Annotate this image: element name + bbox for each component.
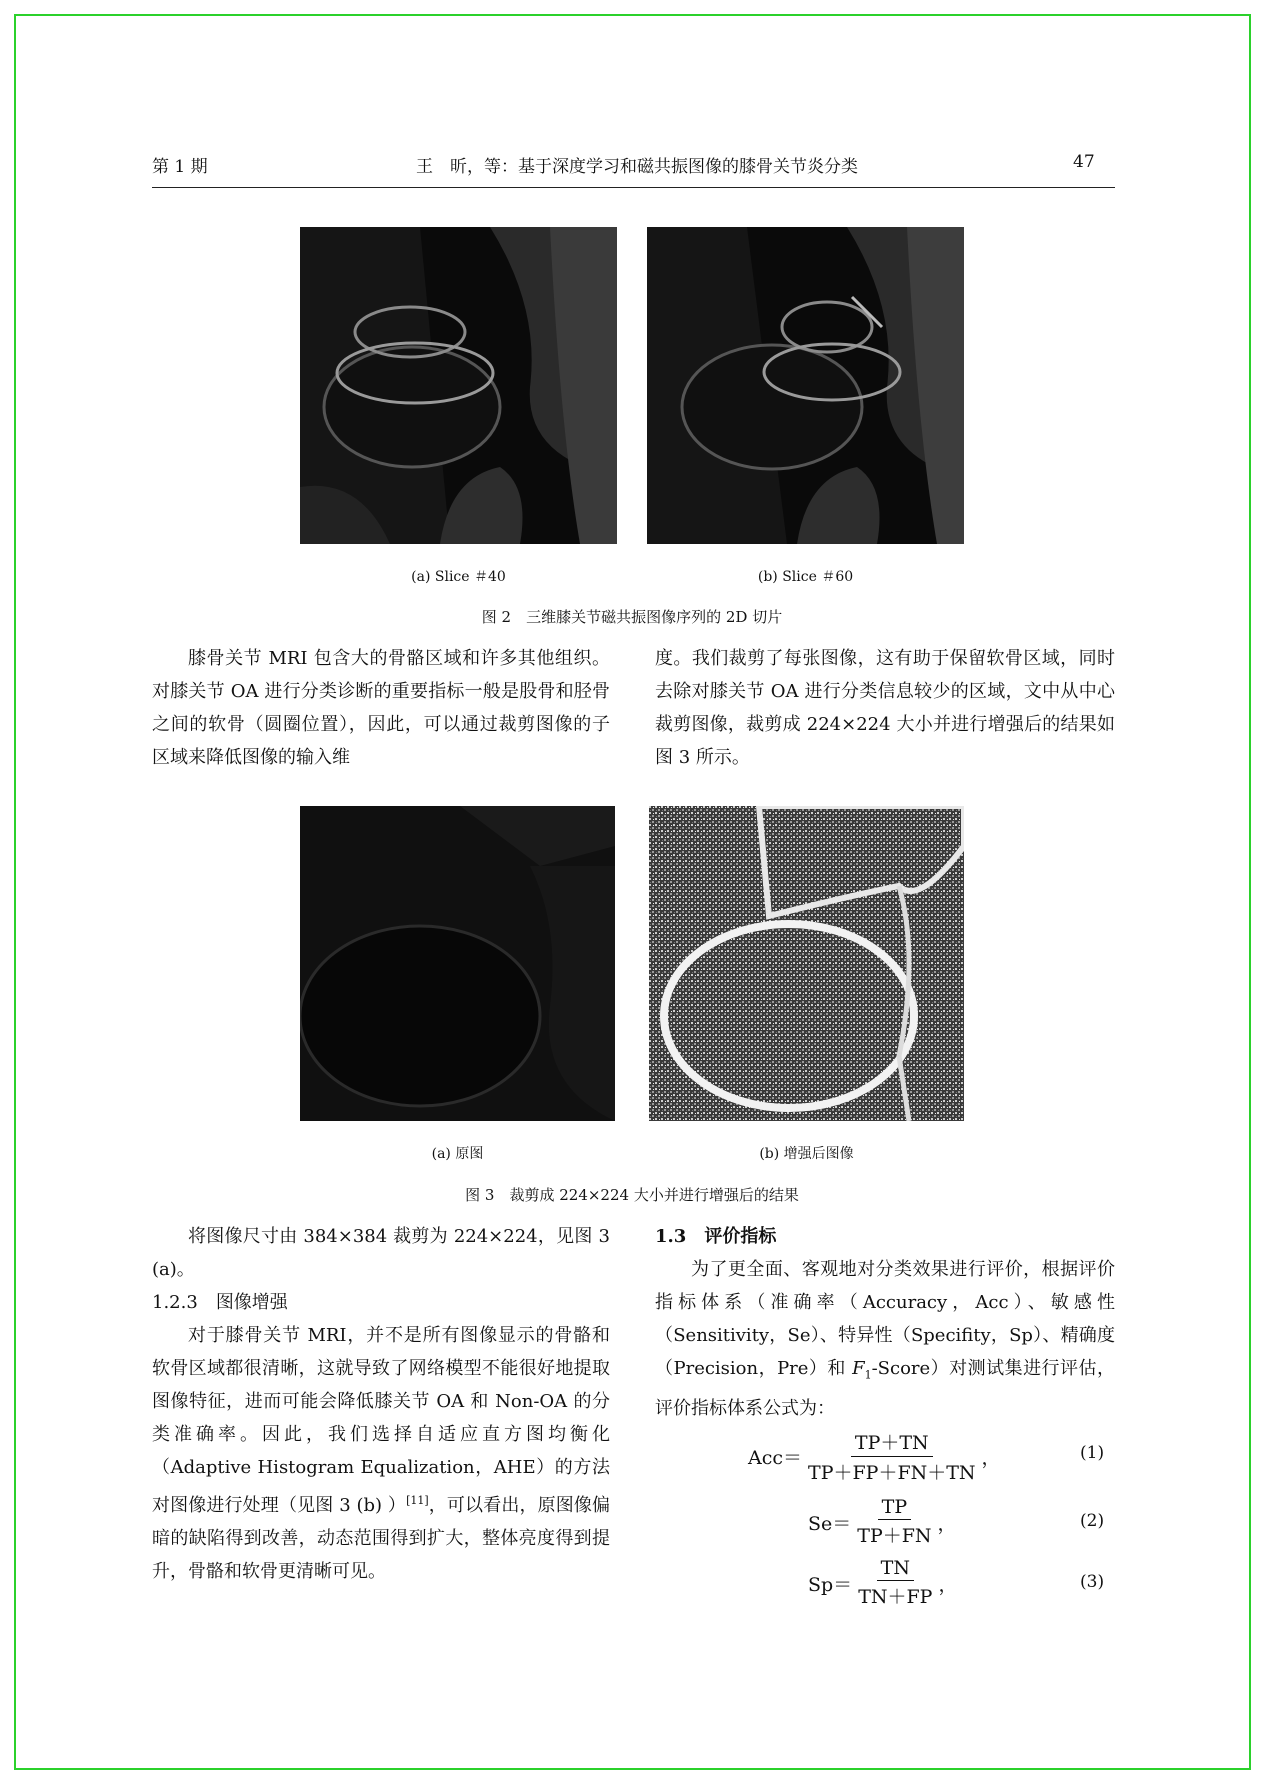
header-title: 王 昕，等：基于深度学习和磁共振图像的膝骨关节炎分类 <box>416 157 858 177</box>
enhancement-text: 对于膝骨关节 MRI，并不是所有图像显示的骨骼和软骨区域都很清晰，这就导致了网络模型不能很好地提取图像特征，进而可能会降低膝关节 OA 和 Non-OA 的分类准确率。因此，我们选择自适应直方图均衡化（Adaptive Histogram Equalization，AHE）的方法对图像进行处理（见图 3 (b) ） <box>152 1325 610 1516</box>
fraction <box>804 1428 980 1485</box>
equation-tail: ， <box>938 1573 958 1596</box>
equation-tail: ， <box>981 1447 1001 1469</box>
equation-tail: ， <box>937 1512 957 1535</box>
equation-number-1: (1) <box>1080 1443 1105 1463</box>
original-cropped-image <box>300 806 615 1121</box>
numerator: TP＋TN <box>851 1428 933 1457</box>
mri-slice-60-image <box>647 227 964 544</box>
denominator: TN＋FP <box>858 1586 933 1608</box>
header-page-number: 47 <box>1073 152 1095 172</box>
paragraph-image-enhancement <box>152 1319 610 1588</box>
figure3-subcaption-b: (b) 增强后图像 <box>759 1146 854 1162</box>
paragraph-evaluation-metrics <box>655 1253 1115 1425</box>
section-number: 1.3 <box>655 1226 687 1247</box>
metrics-text-cont: -Score）对测试集进行评估，评价指标体系公式为： <box>655 1358 1115 1419</box>
section-title: 图像增强 <box>215 1292 288 1313</box>
numerator: TN <box>877 1557 914 1581</box>
equation-lhs: Acc＝ <box>748 1447 803 1469</box>
figure3-subcaption-a: (a) 原图 <box>431 1146 484 1162</box>
section-number: 1.2.3 <box>152 1292 198 1313</box>
f-subscript: 1 <box>864 1368 872 1382</box>
fraction <box>853 1496 935 1548</box>
equation-number-3: (3) <box>1080 1572 1105 1592</box>
section-heading-1-2-3 <box>152 1286 610 1319</box>
left-column-body <box>152 1220 610 1588</box>
figure2-subcaption-b: (b) Slice ＃60 <box>757 569 854 585</box>
equation-sp <box>808 1557 957 1609</box>
f-symbol: F <box>852 1358 865 1379</box>
section-heading-1-3 <box>655 1220 1115 1253</box>
header-issue: 第 1 期 <box>152 157 208 177</box>
equation-lhs: Se＝ <box>808 1512 852 1535</box>
header-rule <box>152 187 1115 188</box>
equation-number-2: (2) <box>1080 1511 1105 1531</box>
equation-acc <box>748 1428 1001 1485</box>
fraction <box>854 1557 936 1609</box>
denominator: TP＋FN <box>857 1525 932 1547</box>
paragraph-right-top: 度。我们裁剪了每张图像，这有助于保留软骨区域，同时去除对膝关节 OA 进行分类信息较少的区域，文中从中心裁剪图像，裁剪成 224×224 大小并进行增强后的结果如图 3 所示。 <box>655 648 1115 768</box>
paragraph-left-top: 膝骨关节 MRI 包含大的骨骼区域和许多其他组织。对膝关节 OA 进行分类诊断的重要指标一般是股骨和胫骨之间的软骨（圆圈位置），因此，可以通过裁剪图像的子区域来降低图像的输入维 <box>152 648 610 768</box>
paragraph-crop-size: 将图像尺寸由 384×384 裁剪为 224×224，见图 3 (a)。 <box>152 1226 610 1280</box>
figure2-subcaption-a: (a) Slice ＃40 <box>411 569 506 585</box>
equation-lhs: Sp＝ <box>808 1573 853 1596</box>
section-title: 评价指标 <box>704 1226 777 1247</box>
figure3-caption: 图 3 裁剪成 224×224 大小并进行增强后的结果 <box>465 1186 799 1204</box>
enhanced-cropped-image <box>649 806 964 1121</box>
denominator: TP＋FP＋FN＋TN <box>808 1462 976 1484</box>
right-column-body <box>655 1220 1115 1425</box>
enhancement-text-cont: ，可以看出，原图像偏暗的缺陷得到改善，动态范围得到扩大，整体亮度得到提升，骨骼和软骨更清晰可见。 <box>152 1495 610 1582</box>
numerator: TP <box>878 1496 911 1520</box>
figure2-caption: 图 2 三维膝关节磁共振图像序列的 2D 切片 <box>481 608 783 626</box>
mri-slice-40-image <box>300 227 617 544</box>
citation-ref: [11] <box>406 1494 429 1507</box>
equation-se <box>808 1496 957 1548</box>
metrics-text: 为了更全面、客观地对分类效果进行评价，根据评价指标体系（准确率（Accuracy，Acc）、敏感性（Sensitivity，Se）、特异性（Specifity，Sp）、精确度（Precision，Pre）和 <box>655 1259 1115 1379</box>
